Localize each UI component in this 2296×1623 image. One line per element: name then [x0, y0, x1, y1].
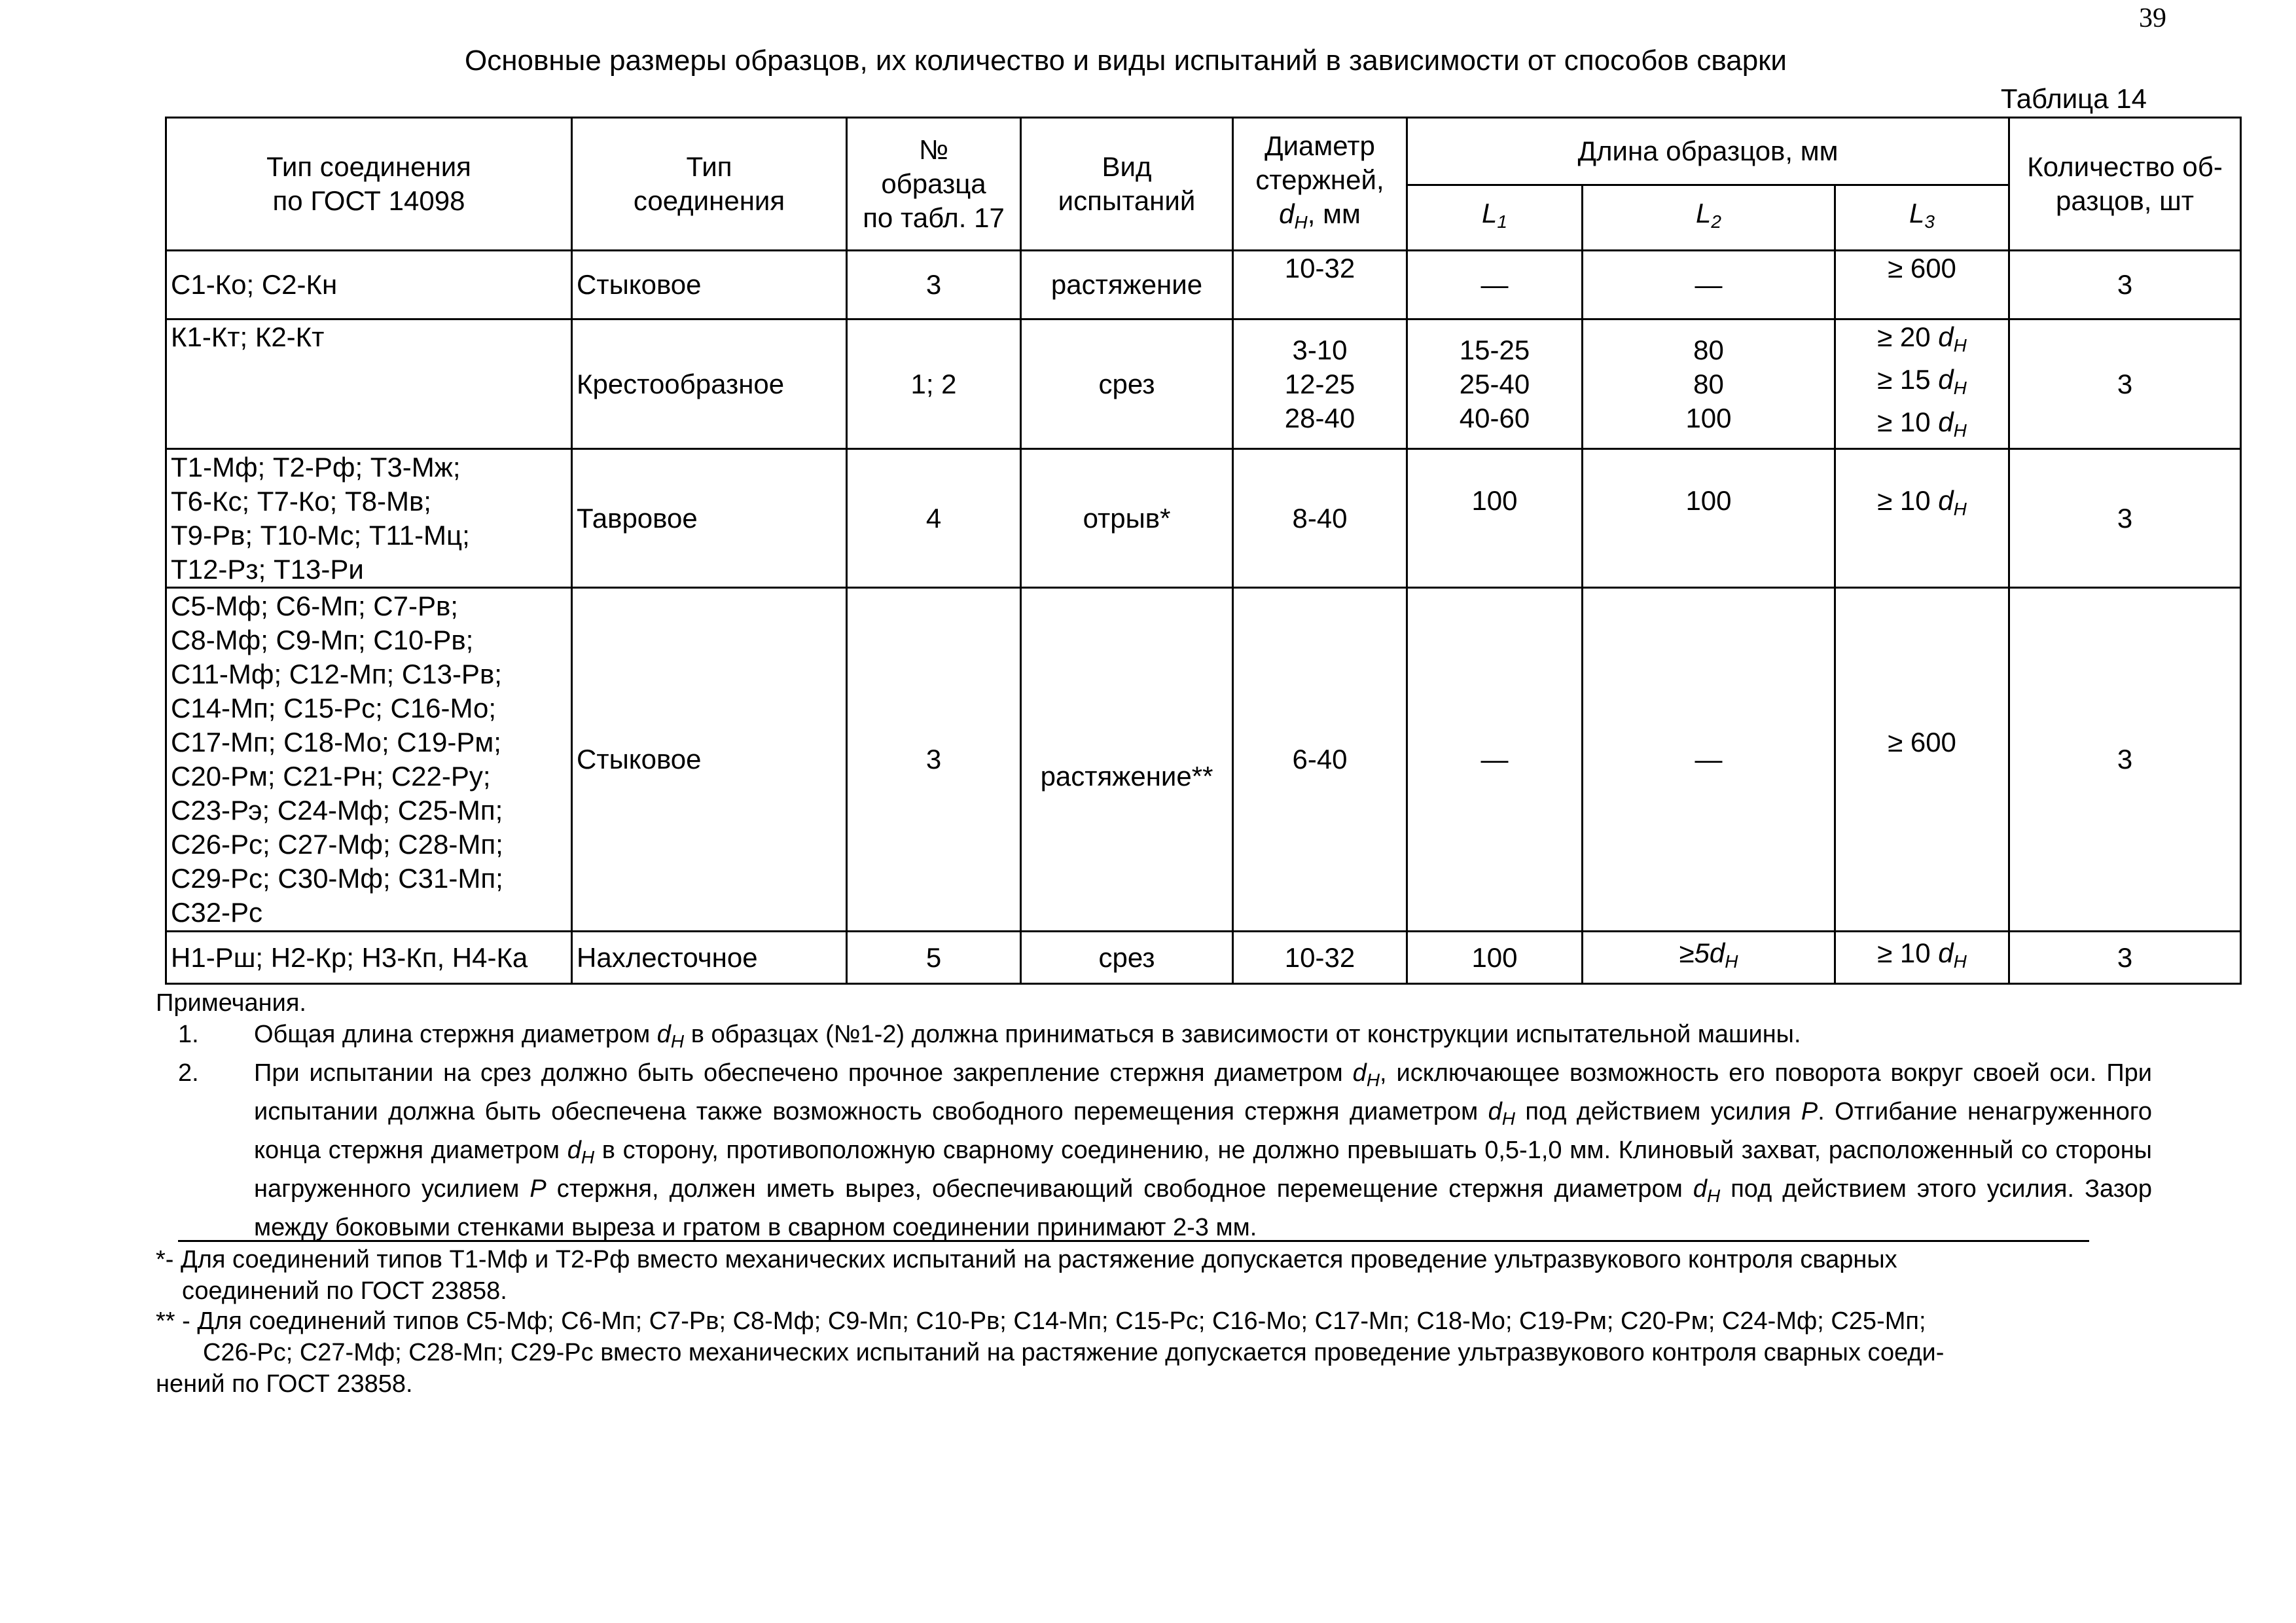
- cell-sample-no: 5: [847, 932, 1021, 984]
- table-row: [166, 449, 2241, 588]
- cell-conn-type: Стыковое: [572, 588, 847, 932]
- specimen-table: [165, 117, 2242, 985]
- cell-L2: 100: [1583, 449, 1835, 588]
- cell-L2: 80 80 100: [1583, 319, 1835, 449]
- cell-gost-type: С5-Мф; С6-Мп; С7-Рв; С8-Мф; С9-Мп; С10-Рв; С11-Мф; С12-Мп; С13-Рв; С14-Мп; С15-Рс; С16-Мо; С17-Мп; С18-Мо; С19-Рм; С20-Рм; С21-Рн; С22-Ру; С23-Рэ; С24-Мф; С25-Мп; С26-Рс; С27-Мф; С28-Мп; С29-Рс; С30-Мф; С31-Мп; С32-Рс: [166, 588, 572, 932]
- cell-count: 3: [2009, 251, 2241, 319]
- cell-diameter: 10-32: [1233, 251, 1407, 319]
- cell-L1: —: [1407, 588, 1583, 932]
- header-L2: $L_2$: [1583, 185, 1835, 251]
- cell-sample-no: 1; 2: [847, 319, 1021, 449]
- cell-L3: ≥ 10 $d_H$: [1835, 932, 2009, 984]
- notes-heading: Примечания.: [156, 989, 306, 1017]
- table-label: Таблица 14: [2000, 83, 2147, 114]
- cell-L3: ≥ 20 $d_H$ ≥ 15 $d_H$ ≥ 10 $d_H$: [1835, 319, 2009, 449]
- cell-L1: 100: [1407, 932, 1583, 984]
- note-number: 1.: [178, 1021, 199, 1048]
- cell-L1: 15-25 25-40 40-60: [1407, 319, 1583, 449]
- table-row: [166, 319, 2241, 449]
- header-sample-no: № образца по табл. 17: [847, 118, 1021, 251]
- note-item: 2. При испытании на срез должно быть обеспечено прочное закрепление стержня диаметром $d_H$, исключающее возможность его поворота вокруг своей оси. При испытании должна быть обеспечена также возможность свободного перемещения стержня диаметром $d_H$ под действием усилия P. Отгибание ненагруженного конца стержня диаметром $d_H$ в сторону, противоположную сварному соединению, не должно превышать 0,5-1,0 мм. Клиновый захват, расположенный со стороны нагруженного усилием P стержня, должен иметь вырез, обеспечивающий свободное перемещение стержня диаметром $d_H$ под действием этого усилия. Зазор между боковыми стенками выреза и гратом в сварном соединении принимают 2-3 мм.: [156, 1057, 2152, 1243]
- cell-L2: —: [1583, 588, 1835, 932]
- header-diameter: Диаметр стержней, $d_H$, мм: [1233, 118, 1407, 251]
- cell-conn-type: Нахлесточное: [572, 932, 847, 984]
- cell-count: 3: [2009, 932, 2241, 984]
- page-title: Основные размеры образцов, их количество и виды испытаний в зависимости от способов сварки: [464, 45, 1787, 77]
- header-conn-type: Тип соединения: [572, 118, 847, 251]
- table-row: [166, 932, 2241, 984]
- cell-L3: ≥ 600: [1835, 251, 2009, 319]
- cell-conn-type: Тавровое: [572, 449, 847, 588]
- cell-diameter: 3-10 12-25 28-40: [1233, 319, 1407, 449]
- cell-diameter: 8-40: [1233, 449, 1407, 588]
- cell-gost-type: К1-Кт; К2-Кт: [166, 319, 572, 449]
- notes-block: [156, 987, 2152, 1243]
- cell-sample-no: 4: [847, 449, 1021, 588]
- footnote-2: ** - Для соединений типов С5-Мф; С6-Мп; С7-Рв; С8-Мф; С9-Мп; С10-Рв; С14-Мп; С15-Рс; С16-Мо; С17-Мп; С18-Мо; С19-Рм; С20-Рм; С24-Мф; С25-Мп; С26-Рс; С27-Мф; С28-Мп; С29-Рс вместо механических испытаний на растяжение допускается проведение ультразвукового контроля сварных соеди- нений по ГОСТ 23858.: [156, 1307, 1945, 1398]
- cell-L3: ≥ 10 $d_H$: [1835, 449, 2009, 588]
- cell-test-type: отрыв*: [1021, 449, 1233, 588]
- cell-gost-type: Т1-Мф; Т2-Рф; Т3-Мж; Т6-Кс; Т7-Ко; Т8-Мв; Т9-Рв; Т10-Мс; Т11-Мц; Т12-Рз; Т13-Ри: [166, 449, 572, 588]
- cell-count: 3: [2009, 319, 2241, 449]
- header-L3: $L_3$: [1835, 185, 2009, 251]
- cell-count: 3: [2009, 588, 2241, 932]
- page-number: 39: [2139, 3, 2166, 33]
- cell-L1: 100: [1407, 449, 1583, 588]
- cell-sample-no: 3: [847, 588, 1021, 932]
- cell-L3: ≥ 600: [1835, 588, 2009, 932]
- table-row: [166, 588, 2241, 932]
- header-count: Количество об- разцов, шт: [2009, 118, 2241, 251]
- footnote-separator: [178, 1240, 2089, 1242]
- cell-count: 3: [2009, 449, 2241, 588]
- cell-diameter: 10-32: [1233, 932, 1407, 984]
- header-row-top: [166, 118, 2241, 185]
- note-item: 1. Общая длина стержня диаметром $d_H$ в образцах (№1-2) должна приниматься в зависимости от конструкции испытательной машины.: [156, 1019, 2152, 1057]
- header-length-group: Длина образцов, мм: [1407, 118, 2009, 185]
- cell-gost-type: Н1-Рш; Н2-Кр; Н3-Кп, Н4-Ка: [166, 932, 572, 984]
- footnote-1: *- Для соединений типов Т1-Мф и Т2-Рф вместо механических испытаний на растяжение допускается проведение ультразвукового контроля сварных соединений по ГОСТ 23858.: [156, 1246, 1897, 1305]
- cell-sample-no: 3: [847, 251, 1021, 319]
- cell-L2: $\ge 5d_H$: [1583, 932, 1835, 984]
- table-row: [166, 251, 2241, 319]
- cell-test-type: срез: [1021, 319, 1233, 449]
- cell-conn-type: Крестообразное: [572, 319, 847, 449]
- header-gost-type: Тип соединения по ГОСТ 14098: [166, 118, 572, 251]
- header-L1: $L_1$: [1407, 185, 1583, 251]
- header-test-type: Вид испытаний: [1021, 118, 1233, 251]
- note-number: 2.: [178, 1059, 199, 1087]
- cell-test-type: растяжение**: [1021, 588, 1233, 932]
- cell-gost-type: С1-Ко; С2-Кн: [166, 251, 572, 319]
- cell-diameter: 6-40: [1233, 588, 1407, 932]
- cell-conn-type: Стыковое: [572, 251, 847, 319]
- cell-test-type: срез: [1021, 932, 1233, 984]
- cell-L1: —: [1407, 251, 1583, 319]
- cell-L2: —: [1583, 251, 1835, 319]
- cell-test-type: растяжение: [1021, 251, 1233, 319]
